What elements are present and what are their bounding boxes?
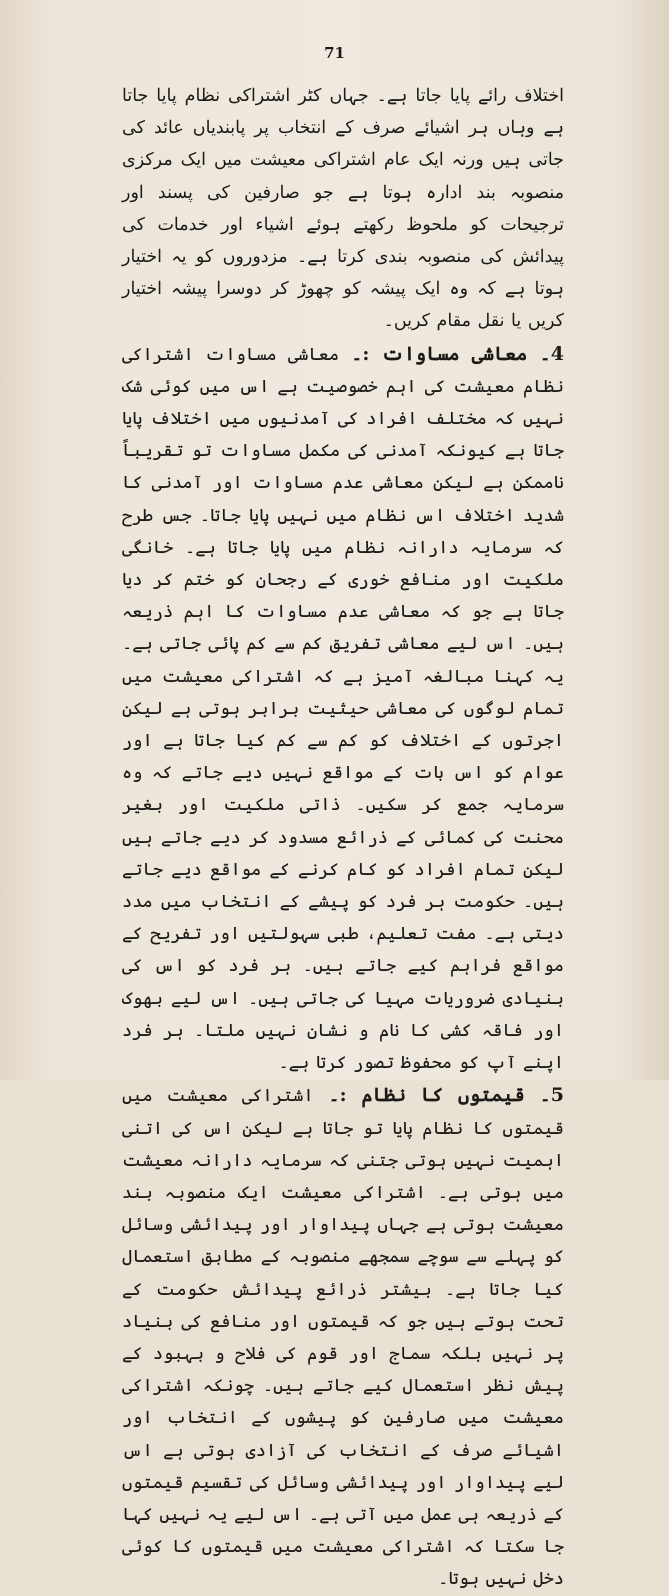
- page-number: 71: [324, 44, 345, 62]
- body-text: [122, 80, 564, 1596]
- section-heading: 4۔ معاشی مساوات :۔: [339, 342, 564, 365]
- paragraph-2: [122, 338, 564, 1080]
- paragraph-text: اشتراکی معیشت میں قیمتوں کا نظام پایا تو جاتا ہے لیکن اس کی اتنی اہمیت نہیں ہوتی جتنی کہ سرمایہ دارانہ معیشت میں ہوتی ہے۔ اشتراکی معیشت ایک منصوبہ بند معیشت ہوتی ہے جہاں پیداوار اور پیدائشی وسائل کو پہلے سے سوچے سمجھے منصوبہ کے مطابق استعمال کیا جاتا ہے۔ بیشتر ذرائع پیدائش حکومت کے تحت ہوتے ہیں جو کہ قیمتوں اور منافع کی بنیاد پر نہیں بلکہ سماج اور قوم کی فلاح و بہبود کے پیش نظر استعمال کیے جاتے ہیں۔ چونکہ اشتراکی معیشت میں صارفین کو پیشوں کے انتخاب اور اشیائے صرف کے انتخاب کی آزادی ہوتی ہے اس لیے پیداوار اور پیدائشی وسائل کی تقسیم قیمتوں کے ذریعہ ہی عمل میں آتی ہے۔ اس لیے یہ نہیں کہا جا سکتا کہ اشتراکی معیشت میں قیمتوں کا کوئی دخل نہیں ہوتا۔: [122, 1086, 564, 1590]
- section-heading: 5۔ قیمتوں کا نظام :۔: [313, 1084, 564, 1107]
- paragraph-1: [122, 80, 564, 338]
- paragraph-3: [122, 1079, 564, 1595]
- paragraph-text: اختلاف رائے پایا جاتا ہے۔ جہاں کٹر اشتراکی نظام پایا جاتا ہے وہاں ہر اشیائے صرف کے انتخاب پر پابندیاں عائد کی جاتی ہیں ورنہ ایک عام اشتراکی معیشت میں ایک مرکزی منصوبہ بند ادارہ ہوتا ہے جو صارفین کی پسند اور ترجیحات کو ملحوظ رکھتے ہوئے اشیاء اور خدمات کی پیدائش کی منصوبہ بندی کرتا ہے۔ مزدوروں کو یہ اختیار ہوتا ہے کہ وہ ایک پیشہ کو چھوڑ کر دوسرا پیشہ اختیار کریں یا نقل مقام کریں۔: [122, 86, 564, 332]
- paragraph-text: معاشی مساوات اشتراکی نظام معیشت کی اہم خصوصیت ہے اس میں کوئی شک نہیں کہ مختلف افراد کی آمدنیوں میں اختلاف پایا جاتا ہے کیونکہ آمدنی کی مکمل مساوات تو تقریباً ناممکن ہے لیکن معاشی عدم مساوات اور آمدنی کا شدید اختلاف اس نظام میں نہیں پایا جاتا۔ جس طرح کہ سرمایہ دارانہ نظام میں پایا جاتا ہے۔ خانگی ملکیت اور منافع خوری کے رجحان کو ختم کر دیا جاتا ہے جو کہ معاشی عدم مساوات کا اہم ذریعہ ہیں۔ اس لیے معاشی تفریق کم سے کم پائی جاتی ہے۔ یہ کہنا مبالغہ آمیز ہے کہ اشتراکی معیشت میں تمام لوگوں کی معاشی حیثیت برابر ہوتی ہے لیکن اجرتوں کے اختلاف کو کم سے کم کیا جاتا ہے اور عوام کو اس بات کے مواقع نہیں دیے جاتے کہ وہ سرمایہ جمع کر سکیں۔ ذاتی ملکیت اور بغیر محنت کی کمائی کے ذرائع مسدود کر دیے جاتے ہیں لیکن تمام افراد کو کام کرنے کے مواقع دیے جاتے ہیں۔ حکومت ہر فرد کو پیشے کے انتخاب میں مدد دیتی ہے۔ مفت تعلیم، طبی سہولتیں اور تفریح کے مواقع فراہم کیے جاتے ہیں۔ ہر فرد کو اس کی بنیادی ضروریات مہیا کی جاتی ہیں۔ اس لیے بھوک اور فاقہ کشی کا نام و نشان نہیں ملتا۔ ہر فرد اپنے آپ کو محفوظ تصور کرتا ہے۔: [122, 344, 564, 1074]
